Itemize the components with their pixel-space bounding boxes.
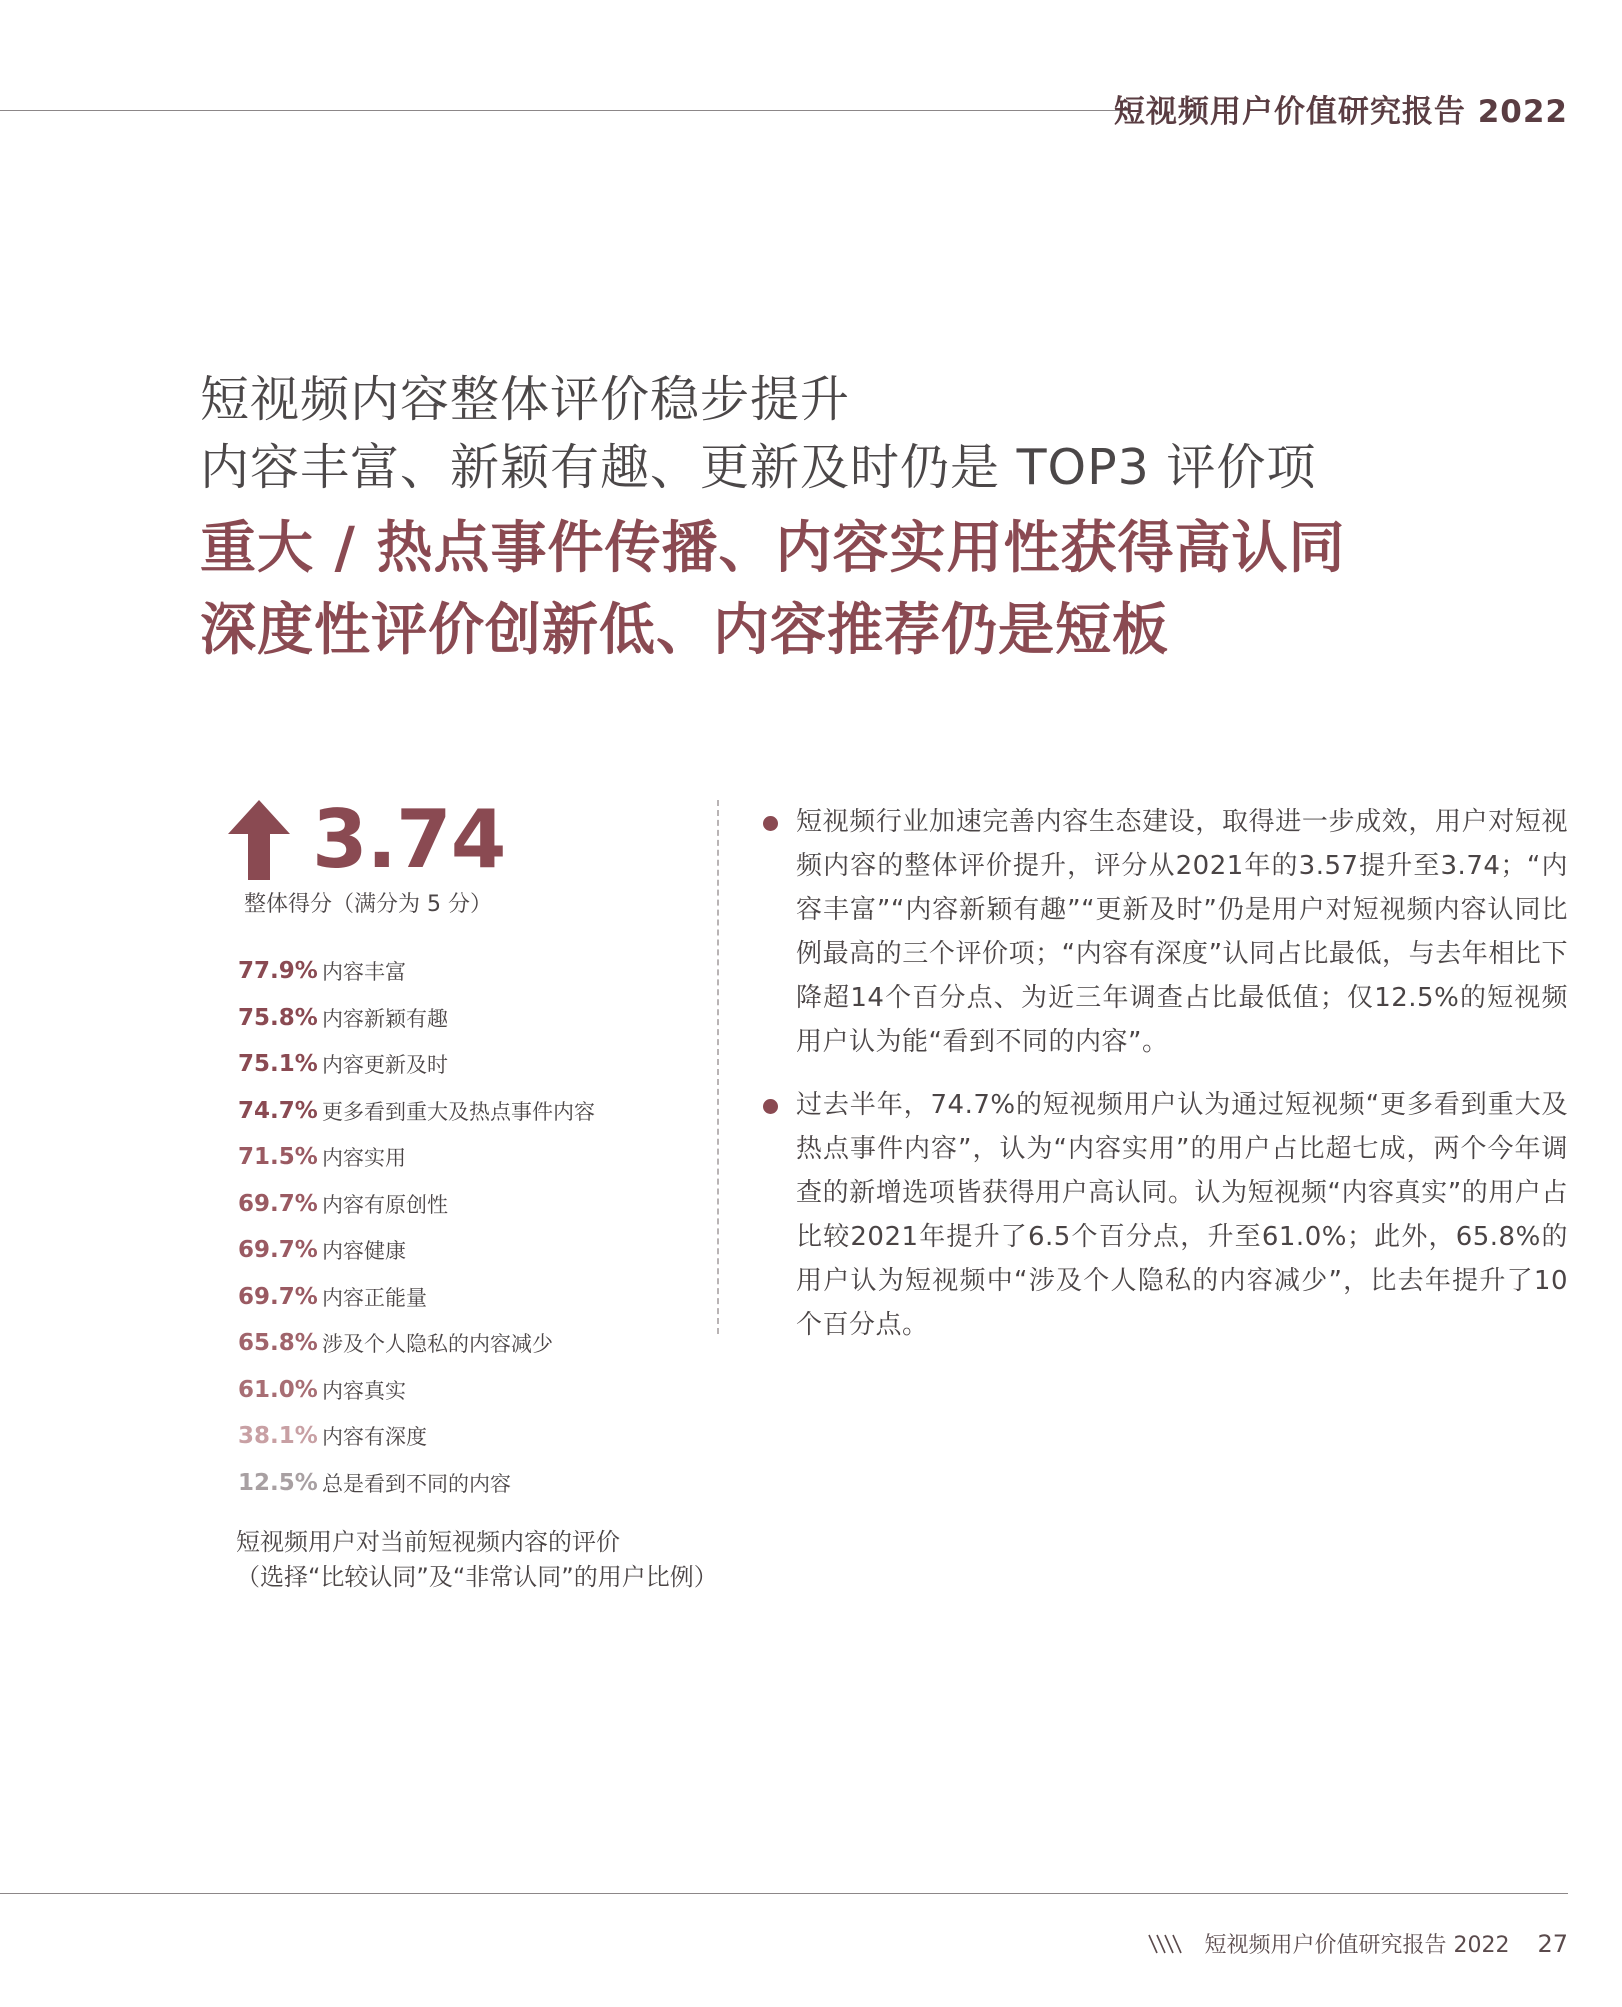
stat-percentage: 12.5% xyxy=(238,1469,318,1496)
stat-row xyxy=(238,948,798,995)
bullet-item xyxy=(760,1083,1568,1347)
bullet-dot-icon xyxy=(763,816,778,831)
diagonal-lines-icon xyxy=(1148,1934,1182,1954)
stat-row xyxy=(238,1367,798,1414)
stat-percentage: 69.7% xyxy=(238,1283,318,1310)
chart-caption xyxy=(236,1525,718,1595)
stat-row xyxy=(238,995,798,1042)
up-arrow-icon xyxy=(228,800,290,880)
stat-label: 总是看到不同的内容 xyxy=(322,1471,511,1496)
stat-percentage: 65.8% xyxy=(238,1330,318,1357)
stat-percentage: 75.1% xyxy=(238,1051,318,1078)
headline xyxy=(200,366,1500,672)
stat-percentage: 75.8% xyxy=(238,1004,318,1031)
stat-label: 涉及个人隐私的内容减少 xyxy=(322,1332,553,1357)
stat-percentage: 61.0% xyxy=(238,1376,318,1403)
stat-row xyxy=(238,1274,798,1321)
bullet-list xyxy=(760,800,1568,1366)
stat-percentage: 74.7% xyxy=(238,1097,318,1124)
stat-row xyxy=(238,1227,798,1274)
stat-percentage: 69.7% xyxy=(238,1190,318,1217)
stat-row xyxy=(238,1181,798,1228)
stat-row xyxy=(238,1413,798,1460)
stat-percentage: 38.1% xyxy=(238,1423,318,1450)
score-value: 3.74 xyxy=(312,793,506,886)
footer-title: 短视频用户价值研究报告 2022 xyxy=(1204,1933,1510,1958)
stat-label: 内容正能量 xyxy=(322,1285,427,1310)
stat-row xyxy=(238,1041,798,1088)
stat-row xyxy=(238,1460,798,1507)
score-caption: 整体得分（满分为 5 分） xyxy=(244,892,492,917)
footer-rule xyxy=(0,1893,1568,1894)
stat-row xyxy=(238,1320,798,1367)
bullet-dot-icon xyxy=(763,1099,778,1114)
bullet-item xyxy=(760,800,1568,1064)
stat-label: 内容健康 xyxy=(322,1239,406,1264)
stat-label: 内容真实 xyxy=(322,1378,406,1403)
bullet-text: 过去半年，74.7%的短视频用户认为通过短视频“更多看到重大及热点事件内容”，认为“内容实用”的用户占比超七成，两个今年调查的新增选项皆获得用户高认同。认为短视频“内容真实”的用户占比较2021年提升了6.5个百分点，升至61.0%；此外，65.8%的用户认为短视频中“涉及个人隐私的内容减少”，比去年提升了10个百分点。 xyxy=(796,1090,1568,1340)
headline-line-3: 重大 / 热点事件传播、内容实用性获得高认同 xyxy=(200,516,1346,581)
header-title: 短视频用户价值研究报告 2022 xyxy=(1113,94,1568,130)
stat-percentage: 69.7% xyxy=(238,1237,318,1264)
stat-row xyxy=(238,1134,798,1181)
bullet-text: 短视频行业加速完善内容生态建设，取得进一步成效，用户对短视频内容的整体评价提升，评分从2021年的3.57提升至3.74；“内容丰富”“内容新颖有趣”“更新及时”仍是用户对短视频内容认同比例最高的三个评价项；“内容有深度”认同占比最低，与去年相比下降超14个百分点、为近三年调查占比最低值；仅12.5%的短视频用户认为能“看到不同的内容”。 xyxy=(796,807,1568,1057)
page-number: 27 xyxy=(1537,1929,1568,1958)
stat-label: 内容丰富 xyxy=(322,960,406,985)
headline-line-2: 内容丰富、新颖有趣、更新及时仍是 TOP3 评价项 xyxy=(200,439,1317,496)
stat-label: 内容新颖有趣 xyxy=(322,1006,448,1031)
footer xyxy=(1148,1928,1568,1959)
score-block xyxy=(228,795,505,885)
stat-row xyxy=(238,1088,798,1135)
stat-label: 内容更新及时 xyxy=(322,1053,448,1078)
header-rule xyxy=(0,110,1130,111)
stats-list xyxy=(238,948,798,1506)
stat-label: 内容有深度 xyxy=(322,1425,427,1450)
chart-caption-line-1: 短视频用户对当前短视频内容的评价 xyxy=(236,1528,620,1556)
stat-label: 内容实用 xyxy=(322,1146,406,1171)
stat-label: 更多看到重大及热点事件内容 xyxy=(322,1099,595,1124)
stat-percentage: 71.5% xyxy=(238,1144,318,1171)
headline-line-1: 短视频内容整体评价稳步提升 xyxy=(200,371,851,428)
chart-caption-line-2: （选择“比较认同”及“非常认同”的用户比例） xyxy=(236,1563,718,1591)
dashed-divider xyxy=(717,800,719,1334)
stat-label: 内容有原创性 xyxy=(322,1192,448,1217)
headline-line-4: 深度性评价创新低、内容推荐仍是短板 xyxy=(200,598,1169,663)
stat-percentage: 77.9% xyxy=(238,958,318,985)
